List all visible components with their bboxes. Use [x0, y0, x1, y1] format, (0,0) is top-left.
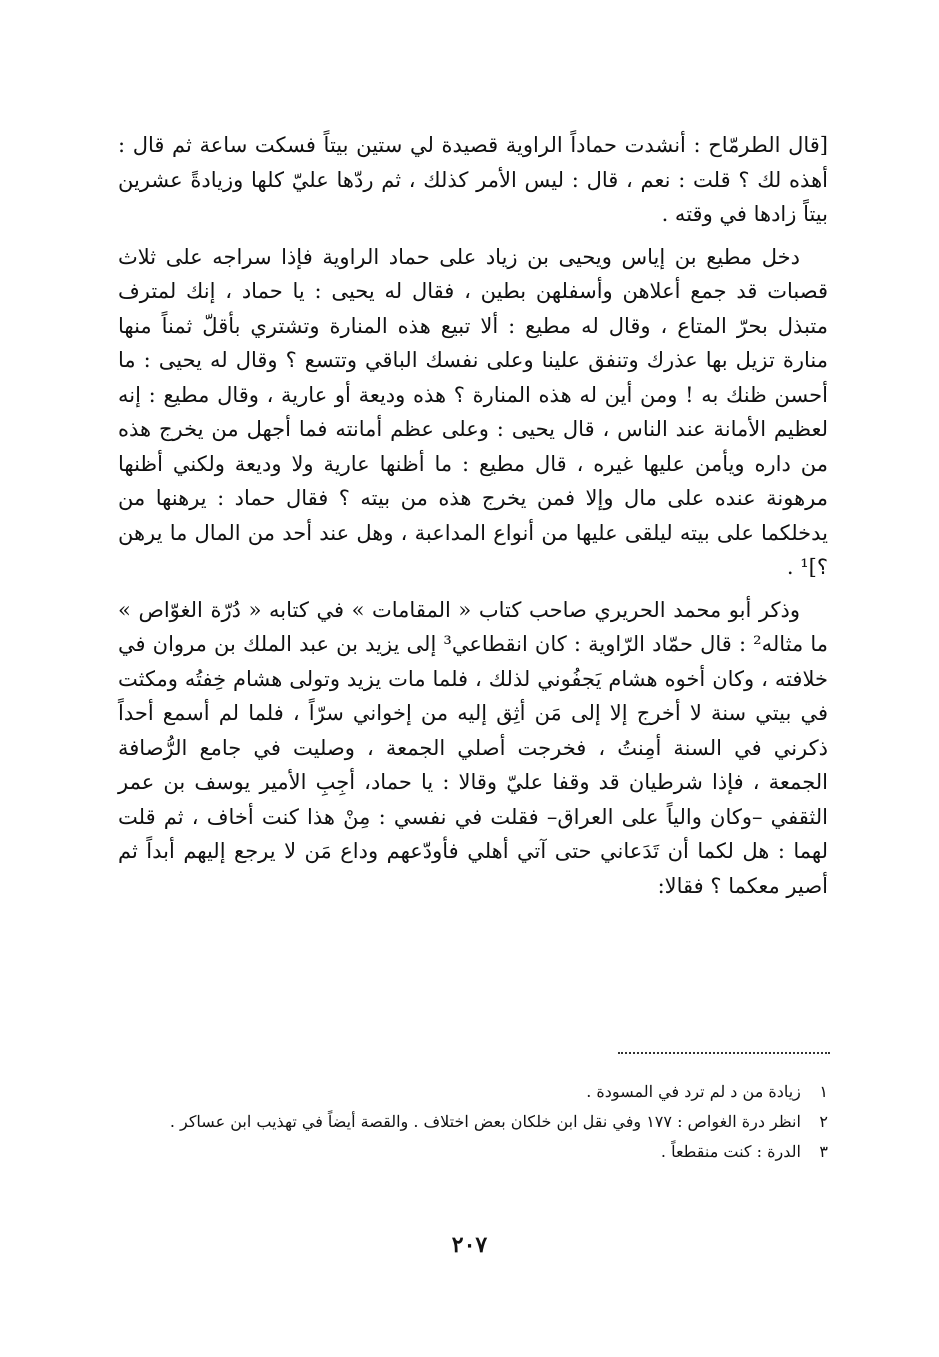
footnote-item	[130, 1108, 828, 1136]
footnote-number: ٢	[819, 1112, 828, 1131]
footnotes	[130, 1078, 828, 1168]
footnote-number: ٣	[819, 1142, 828, 1161]
footnote-number: ١	[819, 1082, 828, 1101]
footnote-text: زيادة من د لم ترد في المسودة .	[586, 1082, 801, 1101]
footnote-item	[130, 1138, 828, 1166]
paragraph-hariri-hammad: وذكر أبو محمد الحريري صاحب كتاب « المقامات » في كتابه « دُرّة الغوّاص » ما مثاله² : قال حمّاد الرّاوية : كان انقطاعي³ إلى يزيد بن عبد الملك بن مروان في خلافته ، وكان أخوه هشام يَجفُوني لذلك ، فلما مات يزيد وتولى هشام خِفتُه ومكثت في بيتي سنة لا أخرج إلا إلى مَن أثِق إليه من إخواني سرّاً ، فلما لم أسمع أحداً ذكرني في السنة أمِنتُ ، فخرجت أصلي الجمعة ، وصليت في جامع الرُّصافة الجمعة ، فإذا شرطيان قد وقفا عليّ وقالا : يا حماد، أجِبِ الأمير يوسف بن عمر الثقفي –وكان والياً على العراق– فقلت في نفسي : مِنْ هذا كنت أخاف ، ثم قلت لهما : هل لكما أن تَدَعاني حتى آتي أهلي فأودّعهم وداع مَن لا يرجع إليهم أبداً ثم أصير معكما ؟ فقالا:	[118, 597, 828, 898]
paragraph-mutee-yahya: دخل مطيع بن إياس ويحيى بن زياد على حماد الراوية فإذا سراجه على ثلاث قصبات قد جمع أعلاهن وأسفلهن بطين ، فقال له يحيى : يا حماد ، إنك لمترف متبذل بحرّ المتاع ، وقال له مطيع : ألا تبيع هذه المنارة وتشتري بأقلّ ثمناً منها منارة تزيل بها عذرك وتنفق علينا وعلى نفسك الباقي وتتسع ؟ وقال له يحيى : ما أحسن ظنك به ! ومن أين له هذه المنارة ؟ هذه وديعة أو عارية ، وقال مطيع : إنه لعظيم الأمانة عند الناس ، قال يحيى : وعلى عظم أمانته فما أجهل من يخرج هذه من داره ويأمن عليها غيره ، قال مطيع : ما أظنها عارية ولا وديعة ولكني أظنها مرهونة عنده على مال وإلا فمن يخرج هذه من بيته ؟ فقال حماد : يرهنها من يدخلكما على بيته ليلقى عليها من أنواع المداعبة ، وهل عند أحد من المال ما يرهن ؟]¹ .	[118, 244, 828, 579]
main-text	[118, 128, 828, 911]
footnote-text: الدرة : كنت منقطعاً .	[660, 1142, 801, 1161]
footnote-item	[130, 1078, 828, 1106]
footnote-divider	[618, 1052, 830, 1054]
page-number: ٢٠٧	[451, 1232, 488, 1258]
footnote-text: انظر درة الغواص : ١٧٧ وفي نقل ابن خلكان بعض اختلاف . والقصة أيضاً في تهذيب ابن عساكر .	[169, 1112, 801, 1131]
paragraph-tirimmah: [قال الطرمّاح : أنشدت حماداً الراوية قصيدة لي ستين بيتاً فسكت ساعة ثم قال : أهذه لك ؟ قلت : نعم ، قال : ليس الأمر كذلك ، ثم ردّها عليّ كلها وزيادةً عشرين بيتاً زادها في وقته .	[118, 133, 828, 226]
